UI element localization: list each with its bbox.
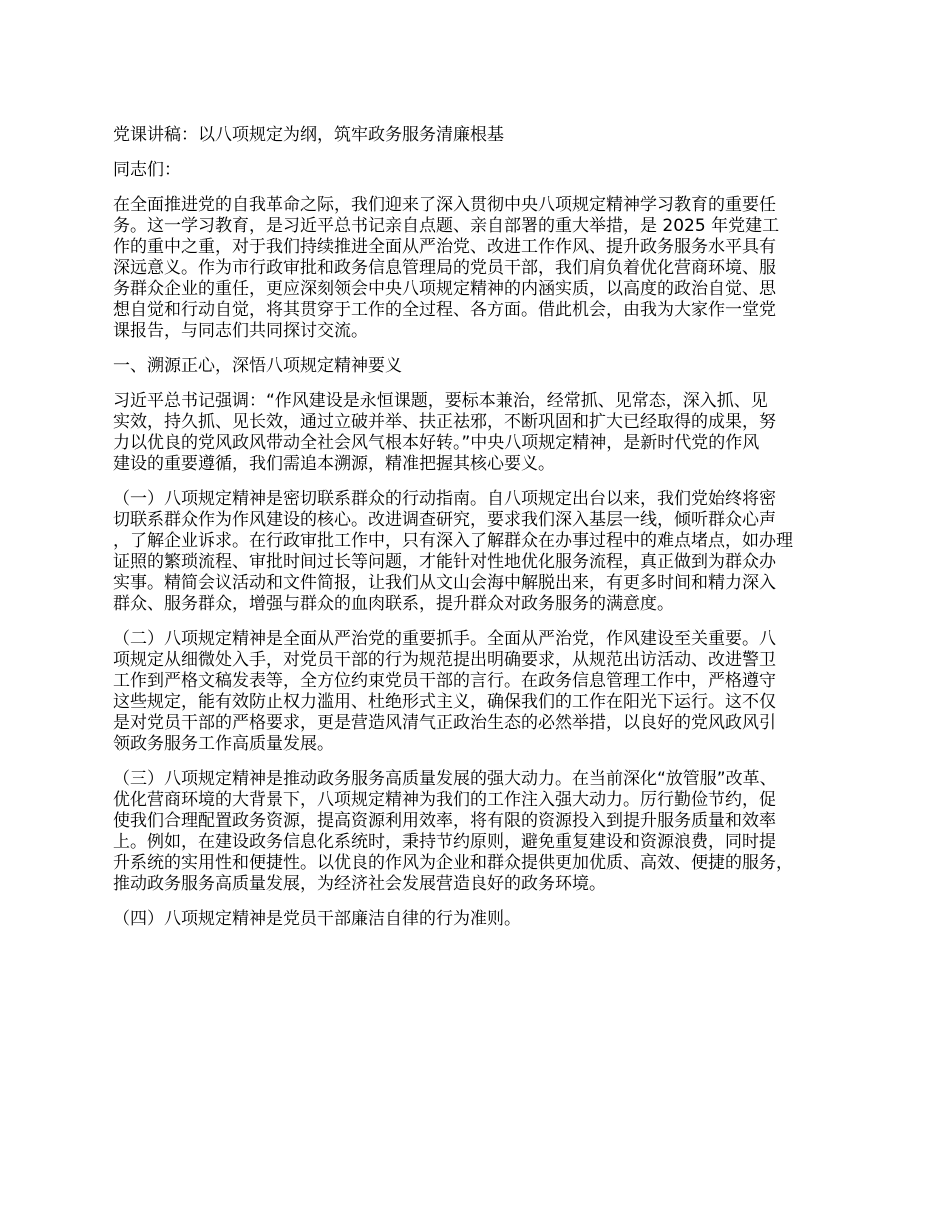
- document-title: 党课讲稿：以八项规定为纲，筑牢政务服务清廉根基: [113, 125, 504, 145]
- text-line: 优化营商环境的大背景下，八项规定精神为我们的工作注入强大动力。厉行勤俭节约，促: [113, 790, 776, 810]
- text-line: （一）八项规定精神是密切联系群众的行动指南。自八项规定出台以来，我们党始终将密: [113, 489, 776, 509]
- text-line: 力以优良的党风政风带动全社会风气根本好转。”中央八项规定精神，是新时代党的作风: [113, 433, 760, 453]
- section-heading: 一、溯源正心，深悟八项规定精神要义: [113, 356, 402, 376]
- text-line: 务。这一学习教育，是习近平总书记亲自点题、亲自部署的重大举措，是 2025 年党建工: [113, 216, 780, 236]
- text-line: 切联系群众作为作风建设的核心。改进调查研究，要求我们深入基层一线，倾听群众心声: [113, 510, 776, 530]
- text-line: 升系统的实用性和便捷性。以优良的作风为企业和群众提供更加优质、高效、便捷的服务，: [113, 853, 793, 873]
- text-line: 工作到严格文稿发表等，全方位约束党员干部的言行。在政务信息管理工作中，严格遵守: [113, 671, 776, 691]
- text-line: （三）八项规定精神是推动政务服务高质量发展的强大动力。在当前深化“放管服”改革、: [113, 769, 777, 789]
- text-line: 建设的重要遵循，我们需追本溯源，精准把握其核心要义。: [113, 454, 555, 474]
- text-line: 实效，持久抓、见长效，通过立破并举、扶正祛邪，不断巩固和扩大已经取得的成果，努: [113, 412, 776, 432]
- text-line: 领政务服务工作高质量发展。: [113, 734, 334, 754]
- point-4-heading: （四）八项规定精神是党员干部廉洁自律的行为准则。: [113, 909, 521, 929]
- text-line: 课报告，与同志们共同探讨交流。: [113, 321, 368, 341]
- point-3-paragraph: [113, 769, 858, 895]
- document-page: [113, 125, 858, 944]
- text-line: （二）八项规定精神是全面从严治党的重要抓手。全面从严治党，作风建设至关重要。八: [113, 629, 776, 649]
- text-line: 实事。精简会议活动和文件简报，让我们从文山会海中解脱出来，有更多时间和精力深入: [113, 573, 776, 593]
- quote-paragraph: [113, 391, 858, 475]
- text-line: 深远意义。作为市行政审批和政务信息管理局的党员干部，我们肩负着优化营商环境、服: [113, 258, 776, 278]
- text-line: 使我们合理配置政务资源，提高资源利用效率，将有限的资源投入到提升服务质量和效率: [113, 811, 776, 831]
- text-line: ，了解企业诉求。在行政审批工作中，只有深入了解群众在办事过程中的难点堵点，如办理: [113, 531, 793, 551]
- intro-paragraph: [113, 195, 858, 342]
- text-line: 推动政务服务高质量发展，为经济社会发展营造良好的政务环境。: [113, 874, 606, 894]
- salutation: 同志们：: [113, 160, 181, 180]
- text-line: 上。例如，在建设政务信息化系统时，秉持节约原则，避免重复建设和资源浪费，同时提: [113, 832, 776, 852]
- text-line: 想自觉和行动自觉，将其贯穿于工作的全过程、各方面。借此机会，由我为大家作一堂党: [113, 300, 776, 320]
- text-line: 作的重中之重，对于我们持续推进全面从严治党、改进工作作风、提升政务服务水平具有: [113, 237, 776, 257]
- text-line: 这些规定，能有效防止权力滥用、杜绝形式主义，确保我们的工作在阳光下运行。这不仅: [113, 692, 776, 712]
- text-line: 是对党员干部的严格要求，更是营造风清气正政治生态的必然举措，以良好的党风政风引: [113, 713, 776, 733]
- text-line: 在全面推进党的自我革命之际，我们迎来了深入贯彻中央八项规定精神学习教育的重要任: [113, 195, 776, 215]
- point-1-paragraph: [113, 489, 858, 615]
- point-2-paragraph: [113, 629, 858, 755]
- text-line: 群众、服务群众，增强与群众的血肉联系，提升群众对政务服务的满意度。: [113, 594, 674, 614]
- text-line: 务群众企业的重任，更应深刻领会中央八项规定精神的内涵实质，以高度的政治自觉、思: [113, 279, 776, 299]
- text-line: 习近平总书记强调：“作风建设是永恒课题，要标本兼治，经常抓、见常态，深入抓、见: [113, 391, 768, 411]
- text-line: 项规定从细微处入手，对党员干部的行为规范提出明确要求，从规范出访活动、改进警卫: [113, 650, 776, 670]
- text-line: 证照的繁琐流程、审批时间过长等问题，才能针对性地优化服务流程，真正做到为群众办: [113, 552, 776, 572]
